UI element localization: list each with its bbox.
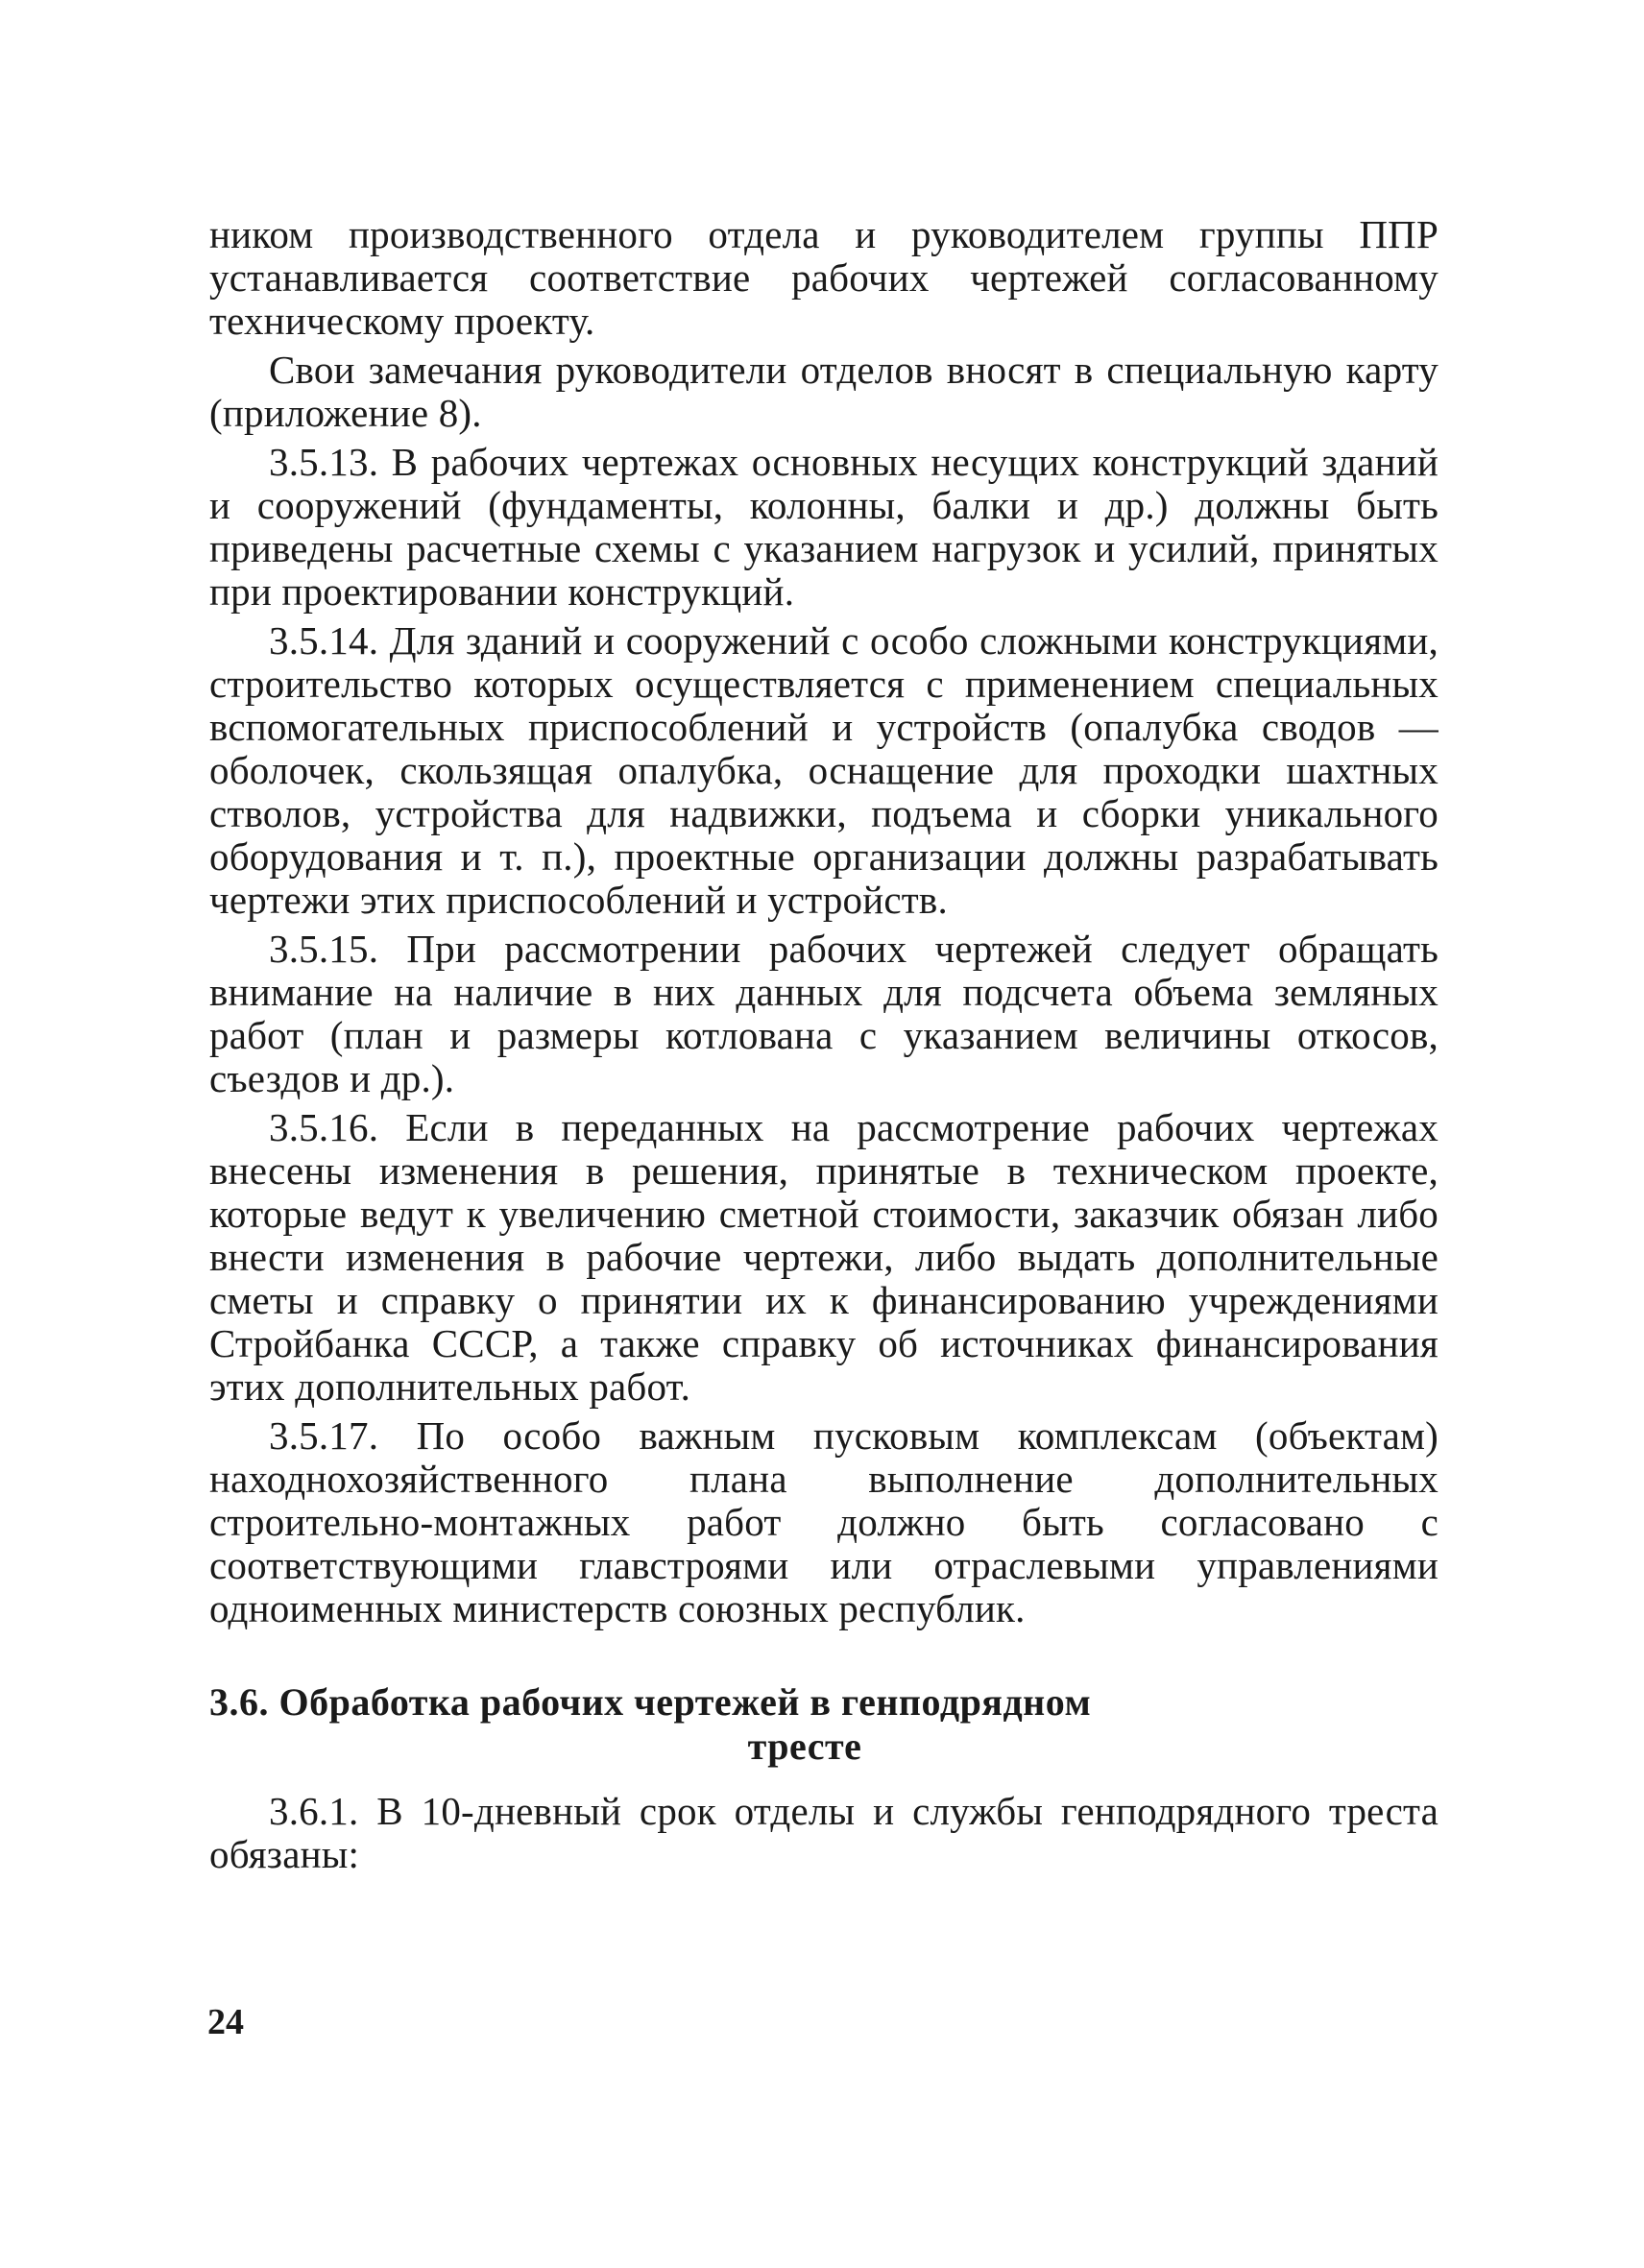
section-heading-line1: 3.6. Обработка рабочих чертежей в генподрядном [209, 1680, 1092, 1724]
clause-3-6-1: 3.6.1. В 10-дневный срок отделы и службы генподрядного треста обязаны: [209, 1789, 1438, 1876]
document-body [209, 213, 1438, 1882]
clause-3-5-13: 3.5.13. В рабочих чертежах основных несущих конструкций зданий и сооружений (фундаменты, колонны, балки и др.) должны быть приведены расчетные схемы с указанием нагрузок и усилий, принятых при проектировании конструкций. [209, 440, 1438, 614]
clause-3-5-14: 3.5.14. Для зданий и сооружений с особо сложными конструкциями, строительство которых осуществляется с применением специальных вспомогательных приспособлений и устройств (опалубка сводов — оболочек, скользящая опалубка, оснащение для проходки шахтных стволов, устройства для надвижки, подъема и сборки уникального оборудования и т. п.), проектные организации должны разрабатывать чертежи этих приспособлений и устройств. [209, 618, 1438, 922]
clause-3-5-15: 3.5.15. При рассмотрении рабочих чертежей следует обращать внимание на наличие в них данных для подсчета объема земляных работ (план и размеры котлована с указанием величины откосов, съездов и др.). [209, 927, 1438, 1100]
page-number: 24 [207, 2002, 244, 2042]
clause-3-5-16: 3.5.16. Если в переданных на рассмотрение рабочих чертежах внесены изменения в решения, принятые в техническом проекте, которые ведут к увеличению сметной стоимости, заказчик обязан либо внести изменения в рабочие чертежи, либо выдать дополнительные сметы и справку о принятии их к финансированию учреждениями Стройбанка СССР, а также справку об источниках финансирования этих дополнительных работ. [209, 1105, 1438, 1409]
paragraph: Свои замечания руководители отделов вносят в специальную карту (приложение 8). [209, 348, 1438, 435]
section-heading-line2: тресте [747, 1725, 862, 1768]
section-heading [209, 1680, 1438, 1769]
paragraph: ником производственного отдела и руководителем группы ППР устанавливается соответствие рабочих чертежей согласованному техническому проекту. [209, 212, 1438, 343]
clause-3-5-17: 3.5.17. По особо важным пусковым комплексам (объектам) находнохозяйственного плана выполнение дополнительных строительно-монтажных работ должно быть согласовано с соответствующими главстроями или отраслевыми управлениями одноименных министерств союзных республик. [209, 1413, 1438, 1630]
